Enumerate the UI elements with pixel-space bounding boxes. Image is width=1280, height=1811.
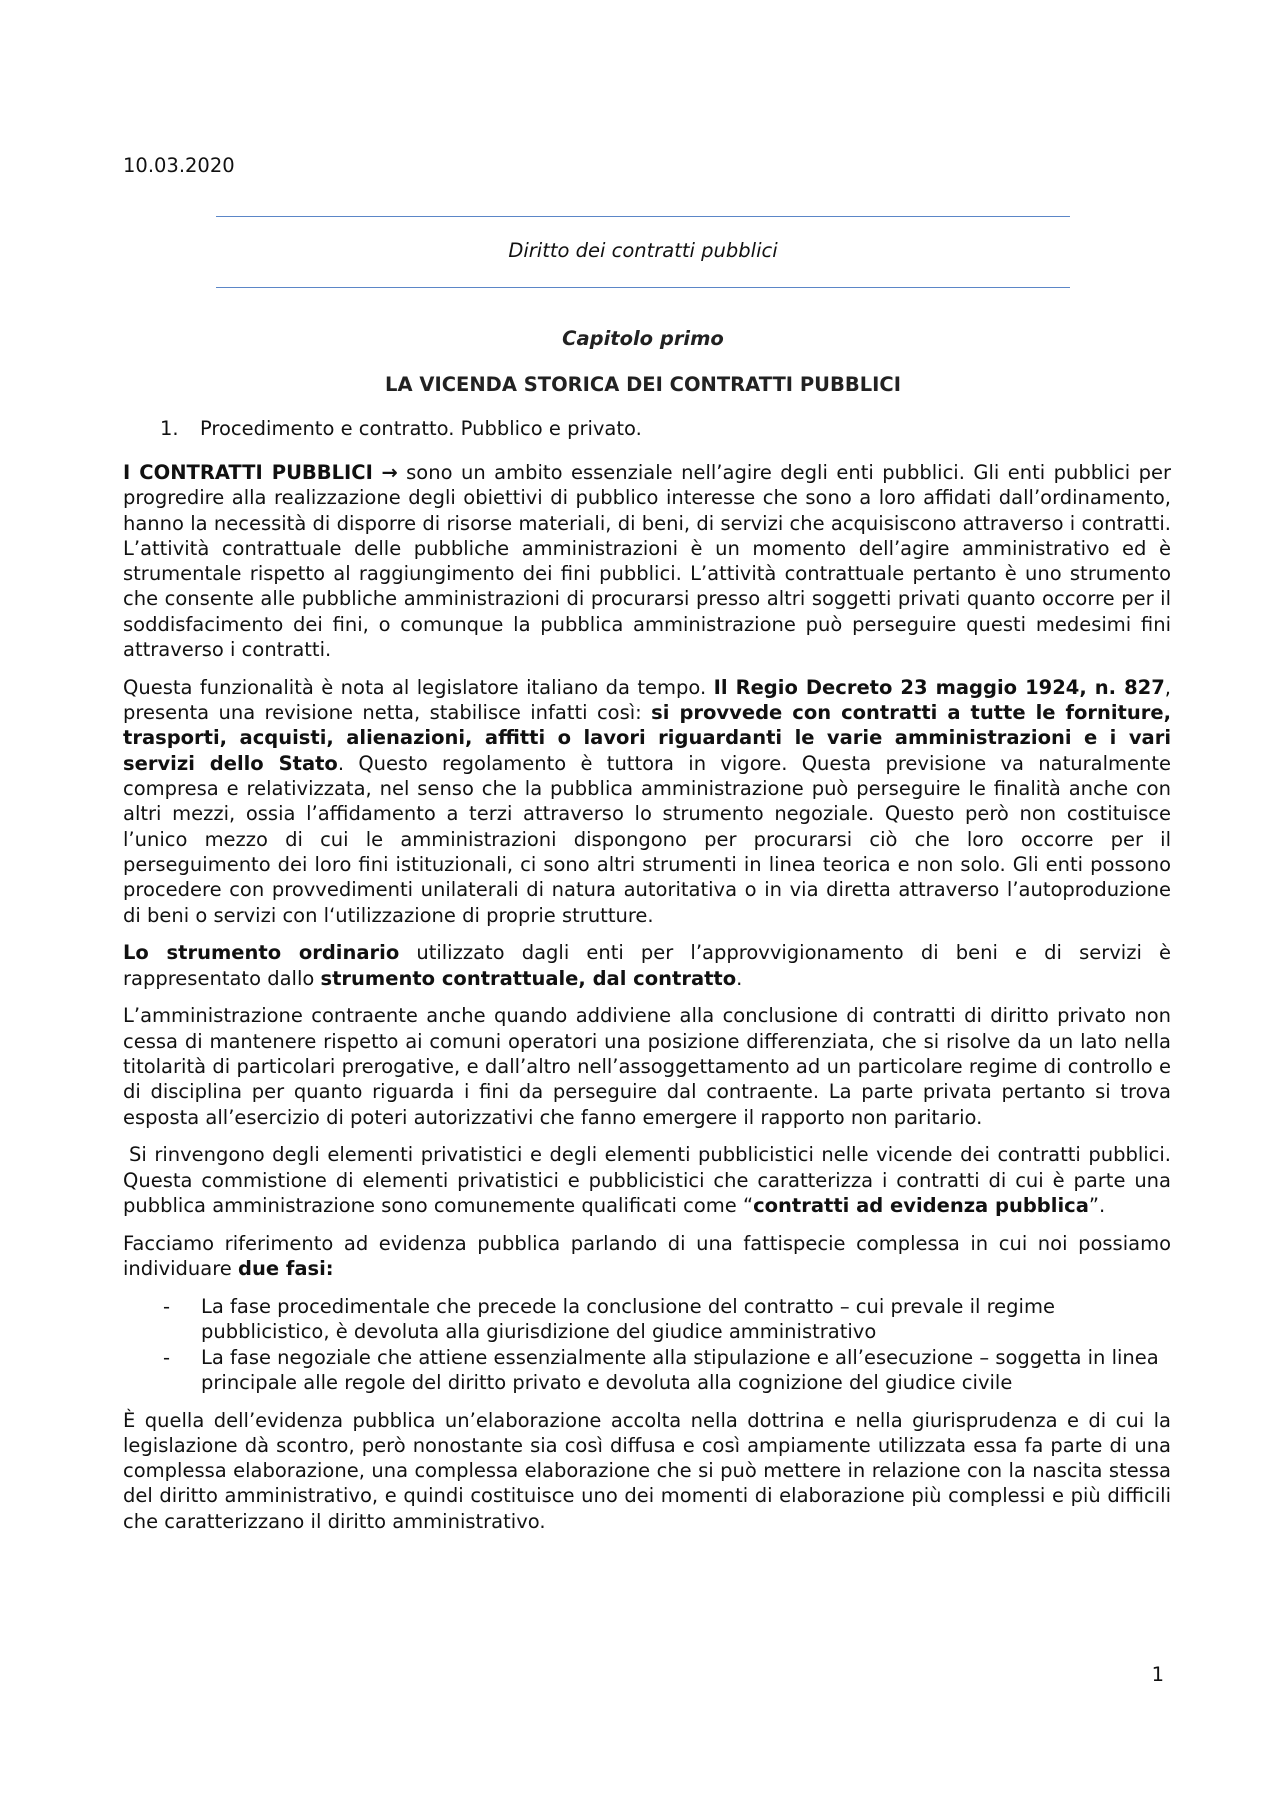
paragraph-2-decree-quote: si provvede con contratti a tutte le forniture, trasporti, acquisti, alienazioni, affitti o lavori riguardanti le varie amministrazioni e i vari servizi dello Stato bbox=[123, 701, 1172, 775]
paragraph-3-bold-2: strumento contrattuale, dal contratto bbox=[320, 966, 737, 990]
chapter-title: LA VICENDA STORICA DEI CONTRATTI PUBBLICI bbox=[385, 373, 901, 396]
paragraph-6-text: Facciamo riferimento ad evidenza pubblica parlando di una fattispecie complessa in cui noi possiamo individuare bbox=[123, 1231, 1171, 1281]
list-item: - La fase negoziale che attiene essenzialmente alla stipulazione e all’esecuzione – soggetta in linea principale alle regole del diritto privato e devoluta alla cognizione del giudice civile bbox=[123, 1345, 1171, 1396]
paragraph-1-lead: I CONTRATTI PUBBLICI bbox=[123, 461, 373, 484]
document-date: 10.03.2020 bbox=[123, 154, 235, 177]
paragraph-3-text-1: utilizzato dagli enti per l’approvvigionamento di beni e di servizi è rappresentato dallo bbox=[123, 941, 1171, 990]
paragraph-6 bbox=[123, 1231, 1171, 1282]
paragraph-4: L’amministrazione contraente anche quando addiviene alla conclusione di contratti di diritto privato non cessa di mantenere rispetto ai comuni operatori una posizione differenziata, che si risolve da un lato nella titolarità di particolari prerogative, e dall’altro nell’assoggettamento ad un particolare regime di controllo e di disciplina per quanto riguarda i fini da perseguire dal contraente. La parte privata pertanto si trova esposta all’esercizio di poteri autorizzativi che fanno emergere il rapporto non paritario. bbox=[123, 1004, 1171, 1129]
paragraph-1-text: sono un ambito essenziale nell’agire degli enti pubblici. Gli enti pubblici per progredire alla realizzazione degli obiettivi di pubblico interesse che sono a loro affidati dall’ordinamento, hanno la necessità di disporre di risorse materiali, di beni, di servizi che acquisiscono attraverso i contratti. L’attività contrattuale delle pubbliche amministrazioni è un momento dell’agire amministrativo ed è strumentale rispetto al raggiungimento dei fini pubblici. L’attività contrattuale pertanto è uno strumento che consente alle pubbliche amministrazioni di procurarsi presso altri soggetti privati quanto occorre per il soddisfacimento dei fini, o comunque la pubblica amministrazione può perseguire questi medesimi fini attraverso i contratti. bbox=[123, 461, 1171, 662]
paragraph-2-text-3: . Questo regolamento è tuttora in vigore. Questa previsione va naturalmente compresa e relativizzata, nel senso che la pubblica amministrazione può perseguire le finalità anche con altri mezzi, ossia l’affidamento a terzi attraverso lo strumento negoziale. Questo però non costituisce l’unico mezzo di cui le amministrazioni dispongono per procurarsi ciò che loro occorre per il perseguimento dei loro fini istituzionali, ci sono altri strumenti in linea teorica e non solo. Gli enti possono procedere con provvedimenti unilaterali di natura autoritativa o in via diretta attraverso l’autoproduzione di beni o servizi con l‘utilizzazione di proprie strutture. bbox=[123, 751, 1171, 927]
paragraph-5-bold: contratti ad evidenza pubblica bbox=[753, 1194, 1089, 1218]
right-arrow-icon: → bbox=[381, 461, 398, 484]
paragraph-5-text-1: Si rinvengono degli elementi privatistici e degli elementi pubblicistici nelle vicende dei contratti pubblici. Questa commistione di elementi privatistici e pubblicistici che caratterizza i contratti di cui è parte una pubblica amministrazione sono comunemente qualificati come “ bbox=[123, 1143, 1171, 1218]
paragraph-6-bold: due fasi: bbox=[238, 1257, 334, 1281]
phases-list bbox=[123, 1294, 1171, 1395]
paragraph-1 bbox=[123, 460, 1171, 662]
paragraph-3-bold-1: Lo strumento ordinario bbox=[123, 941, 400, 965]
paragraph-2-text-2: , presenta una revisione netta, stabilisce infatti così: bbox=[123, 675, 1171, 725]
title-rule-bottom bbox=[216, 287, 1070, 288]
document-body bbox=[123, 460, 1171, 1547]
document-title: Diritto dei contratti pubblici bbox=[508, 239, 778, 262]
paragraph-5 bbox=[123, 1142, 1171, 1218]
list-item: - La fase procedimentale che precede la conclusione del contratto – cui prevale il regime pubblicistico, è devoluta alla giurisdizione del giudice amministrativo bbox=[123, 1294, 1171, 1345]
paragraph-7: È quella dell’evidenza pubblica un’elaborazione accolta nella dottrina e nella giurisprudenza e di cui la legislazione dà scontro, però nonostante sia così diffusa e così ampiamente utilizzata essa fa parte di una complessa elaborazione, una complessa elaborazione che si può mettere in relazione con la nascita stessa del diritto amministrativo, e quindi costituisce uno dei momenti di elaborazione più complessi e più difficili che caratterizzano il diritto amministrativo. bbox=[123, 1408, 1171, 1533]
section-heading bbox=[160, 416, 642, 442]
paragraph-2 bbox=[123, 675, 1171, 928]
section-title: Procedimento e contratto. Pubblico e privato. bbox=[200, 417, 642, 440]
paragraph-3-text-2: . bbox=[736, 966, 743, 990]
page-number: 1 bbox=[1151, 1663, 1164, 1686]
paragraph-2-text-1: Questa funzionalità è nota al legislatore italiano da tempo. bbox=[123, 675, 714, 699]
title-rule-top bbox=[216, 216, 1070, 217]
paragraph-5-text-2: ”. bbox=[1088, 1194, 1106, 1218]
paragraph-2-decree-ref: Il Regio Decreto 23 maggio 1924, n. 827 bbox=[713, 675, 1165, 699]
section-number: 1. bbox=[160, 417, 179, 440]
paragraph-3 bbox=[123, 940, 1171, 991]
chapter-label: Capitolo primo bbox=[562, 327, 724, 350]
